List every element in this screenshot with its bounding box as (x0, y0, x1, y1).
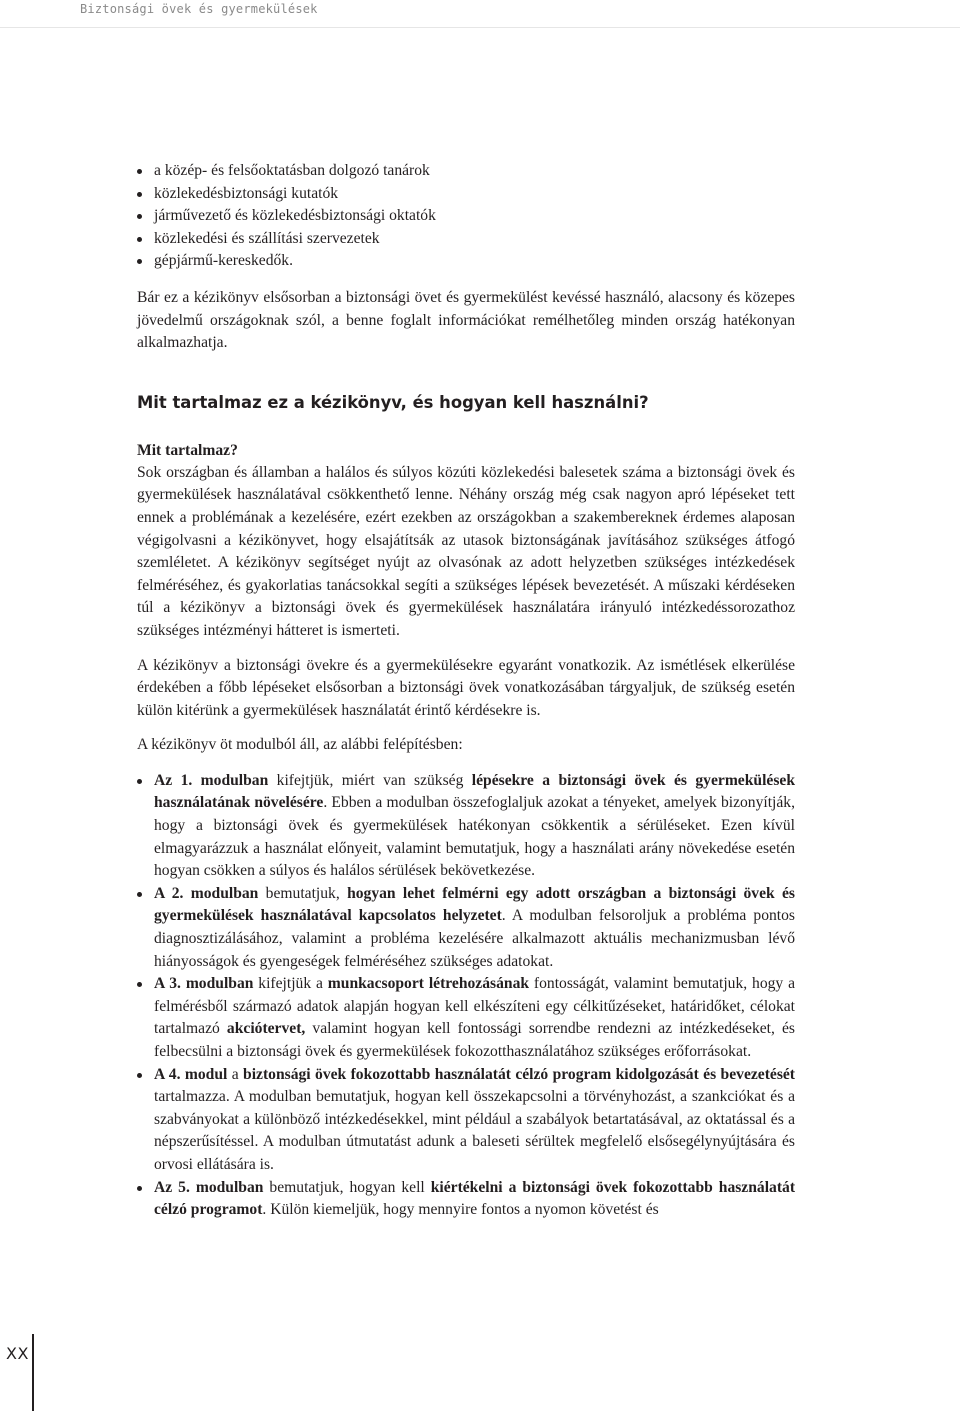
list-item: a közép- és felsőoktatásban dolgozó tanárok (137, 160, 795, 183)
intro-paragraph: Bár ez a kézikönyv elsősorban a biztonsági övet és gyermekülést kevéssé használó, alacsony és közepes jövedelmű országoknak szól, a benne foglalt információkat remélhetőleg minden ország hatékonyan alkalmazhatja. (137, 288, 795, 352)
module-emphasis: akciótervet, (226, 1020, 306, 1038)
body-paragraph: Sok országban és államban a halálos és súlyos közúti közlekedési balesetek száma a biztonsági övek és gyermekülések használatával csökkenthető lenne. Néhány ország még csak nagyon apró lépéseket tett ennek a problémának a kezelésére, ezért ezekben az országokban a szakembereknek érdemes alaposan végigolvasni a kézikönyvet, hogy elsajátítsák az utasok biztonságának javításához szükséges átfogó szemléletet. A kézikönyv segítséget nyújt az olvasónak az adott helyzetben szükséges intézkedések felméréséhez, és gyakorlatias tanácsokkal segíti a szükséges lépések bevezetését. A műszaki kérdéseken túl a kézikönyv a biztonsági övek és gyermekülések használatára irányuló intézkedéssorozathoz szükséges intézményi hátteret is ismerteti. (137, 463, 795, 639)
module-text: . Ebben a modulban összefoglaljuk azokat a tényeket, amelyek bizonyítják, hogy a biztonsági övek és gyermekülések hatékonyan csökkentik a sérüléseket. Ezen kívül elmagyarázzuk a használat előnyeit, valamint bemutatjuk, hogy a használati arány növekedése esetén hogyan csökken a súlyos és halálos sérülések bekövetkezése. (154, 794, 795, 880)
body-paragraph: A kézikönyv öt modulból áll, az alábbi felépítésben: (137, 736, 463, 754)
running-title: Biztonsági övek és gyermekülések (80, 2, 318, 16)
body-paragraph: A kézikönyv a biztonsági övekre és a gyermekülésekre egyaránt vonatkozik. Az ismétlések elkerülése érdekében a főbb lépéseket elsősorban a biztonsági övek vonatkozásában tárgyaljuk, de szükség esetén külön kitérünk a gyermekülések használatát érintő kérdésekre is. (137, 656, 795, 719)
module-lead: Az 5. modulban (154, 1178, 264, 1196)
module-item-5 (137, 1177, 795, 1222)
list-item: gépjármű-kereskedők. (137, 250, 795, 273)
audience-list (137, 160, 795, 273)
sub-heading: Mit tartalmaz? (137, 441, 238, 459)
module-emphasis: lépésekre a biztonsági övek és gyermekülések használatának növelésére (154, 771, 795, 812)
module-emphasis: biztonsági övek fokozottabb használatát célzó program kidolgozását és bevezetését (243, 1065, 796, 1083)
module-item-4 (137, 1064, 795, 1177)
module-text: bemutatjuk, (258, 884, 348, 902)
section-heading: Mit tartalmaz ez a kézikönyv, és hogyan kell használni? (137, 392, 649, 412)
module-text: valamint hogyan kell fontossági sorrendbe rendezni az intézkedéseket, és felbecsülni a biztonsági övek és gyermekülések fokozotthasználatához szükséges erőforrásokat. (154, 1020, 795, 1060)
list-item: közlekedésbiztonsági kutatók (137, 183, 795, 206)
module-text: kifejtjük a (253, 975, 328, 993)
page-number-rule (32, 1334, 34, 1411)
module-emphasis: munkacsoport létrehozásának (327, 975, 530, 993)
module-text: . A modulban felsoroljuk a probléma pontos diagnosztizálásához, valamint a probléma kezelésére alkalmazott aktuális mechanizmusban lévő hiányosságok és gyengeségek felméréséhez szükséges adatokat. (154, 907, 796, 970)
module-item-3 (137, 973, 795, 1063)
module-text: a (227, 1065, 244, 1083)
module-list (137, 770, 795, 1222)
page-number: XX (6, 1344, 29, 1363)
module-item-2 (137, 883, 795, 973)
module-text: tartalmazza. A modulban bemutatjuk, hogyan kell összekapcsolni a törvényhozást, a szankciókat és a szabványokat a különböző intézkedésekkel, mint például a szabályok betartatásával, az oktatással és a népszerűsítéssel. A modulban útmutatást adunk a baleseti sérültek megfelelő elsősegélynyújtására és orvosi ellátására is. (154, 1088, 795, 1173)
module-text: bemutatjuk, hogyan kell (263, 1178, 431, 1196)
module-lead: Az 1. modulban (154, 771, 269, 789)
module-item-1 (137, 770, 795, 883)
running-header (0, 0, 960, 28)
module-lead: A 2. modulban (154, 884, 259, 902)
module-emphasis: hogyan lehet felmérni egy adott országban a biztonsági övek és gyermekülések használatával kapcsolatos helyzetet (154, 884, 795, 925)
list-item: közlekedési és szállítási szervezetek (137, 228, 795, 251)
page-content (137, 160, 795, 1222)
module-lead: A 4. modul (154, 1065, 228, 1083)
module-text: . Külön kiemeljük, hogy mennyire fontos a nyomon követést és (262, 1201, 659, 1219)
list-item: járművezető és közlekedésbiztonsági oktatók (137, 205, 795, 228)
module-text: kifejtjük, miért van szükség (268, 771, 472, 789)
module-lead: A 3. modulban (154, 975, 254, 993)
module-emphasis: kiértékelni a biztonsági övek fokozottabb használatát célzó programot (154, 1178, 796, 1219)
module-text: fontosságát, valamint bemutatjuk, hogy a felmérésből származó adatok alapján hogyan kell elkészíteni egy célkitűzéseket, határidőket, célokat tartalmazó (154, 975, 796, 1038)
